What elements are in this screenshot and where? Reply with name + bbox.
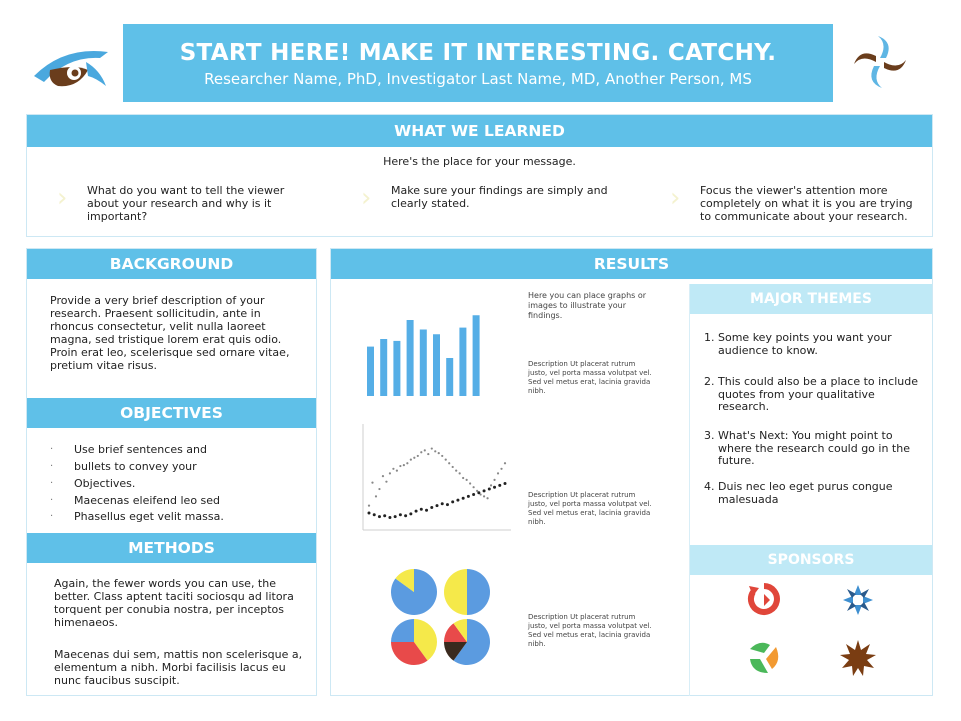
- scatter-point: [410, 459, 412, 461]
- scatter-point: [472, 493, 475, 496]
- scatter-point: [420, 508, 423, 511]
- scatter-point: [459, 472, 461, 474]
- scatter-point: [441, 502, 444, 505]
- scatter-point: [448, 462, 450, 464]
- methods-heading: METHODS: [27, 533, 316, 563]
- scatter-point: [446, 503, 449, 506]
- scatter-point: [436, 504, 439, 507]
- scatter-point: [430, 506, 433, 509]
- scatter-point: [427, 453, 429, 455]
- scatter-point: [441, 455, 443, 457]
- scatter-point: [368, 511, 371, 514]
- scatter-point: [438, 452, 440, 454]
- list-item: · Maecenas eleifend leo sed: [50, 494, 221, 507]
- themes-heading: MAJOR THEMES: [690, 284, 932, 314]
- eye-fish-logo: [30, 40, 110, 100]
- left-column: [26, 248, 317, 696]
- scatter-point: [417, 455, 419, 457]
- list-item: · Phasellus eget velit massa.: [50, 510, 224, 523]
- scatter-point: [425, 509, 428, 512]
- scatter-point: [415, 510, 418, 513]
- scatter-chart: [361, 424, 511, 532]
- bar: [407, 320, 414, 396]
- scatter-point: [375, 495, 377, 497]
- background-heading: BACKGROUND: [27, 249, 316, 279]
- scatter-point: [455, 470, 457, 472]
- scatter-point: [445, 459, 447, 461]
- scatter-point: [399, 465, 401, 467]
- bullet-icon: ·: [50, 511, 54, 522]
- themes-column: [689, 284, 932, 696]
- scatter-point: [424, 449, 426, 451]
- scatter-point: [451, 500, 454, 503]
- scatter-point: [490, 484, 492, 486]
- chevron-right-icon: ›: [361, 183, 372, 213]
- scatter-point: [456, 499, 459, 502]
- pie-slice: [467, 569, 490, 615]
- sponsor-brown-star-logo: [839, 639, 877, 677]
- authors-line: Researcher Name, PhD, Investigator Last Name, MD, Another Person, MS: [204, 70, 752, 88]
- scatter-point: [385, 481, 387, 483]
- list-item: · Objectives.: [50, 477, 136, 490]
- learned-message: Here's the place for your message.: [383, 155, 576, 168]
- title-banner: [123, 24, 833, 102]
- learned-section: [26, 114, 933, 237]
- scatter-point: [368, 505, 370, 507]
- scatter-point: [406, 462, 408, 464]
- list-item: 2. This could also be a place to include quotes from your qualitative research.: [704, 375, 918, 413]
- results-desc-3: Description Ut placerat rutrum justo, vel porta massa volutpat vel. Sed vel metus erat, lacinia gravida nibh.: [528, 613, 652, 648]
- scatter-point: [452, 466, 454, 468]
- list-item: 4. Duis nec leo eget purus congue malesuada: [704, 480, 893, 506]
- bullet-icon: ·: [50, 495, 54, 506]
- scatter-point: [497, 472, 499, 474]
- results-heading: RESULTS: [331, 249, 932, 279]
- scatter-point: [388, 516, 391, 519]
- scatter-point: [403, 464, 405, 466]
- bar: [446, 358, 453, 396]
- sponsor-green-orange-logo: [746, 639, 782, 675]
- scatter-point: [420, 451, 422, 453]
- bar: [459, 328, 466, 396]
- scatter-point: [382, 475, 384, 477]
- scatter-point: [462, 497, 465, 500]
- chevron-right-icon: ›: [57, 183, 68, 213]
- scatter-point: [392, 468, 394, 470]
- bar: [367, 347, 374, 396]
- scatter-point: [399, 513, 402, 516]
- pie-charts: [389, 567, 499, 671]
- methods-para-1: Again, the fewer words you can use, the better. Class aptent taciti sociosqu ad litora torquent per conubia nostra, per inceptos himenaeos.: [54, 577, 294, 629]
- learned-col-2: Make sure your findings are simply and clearly stated.: [391, 184, 608, 210]
- scatter-point: [378, 515, 381, 518]
- scatter-point: [469, 482, 471, 484]
- learned-heading: WHAT WE LEARNED: [27, 115, 932, 147]
- bar: [393, 341, 400, 396]
- poster-title: START HERE! MAKE IT INTERESTING. CATCHY.: [179, 40, 777, 66]
- sponsor-red-arrow-logo: [747, 582, 781, 616]
- bullet-icon: ·: [50, 478, 54, 489]
- scatter-point: [504, 462, 506, 464]
- pie-slice: [444, 569, 467, 615]
- scatter-point: [483, 495, 485, 497]
- scatter-point: [396, 470, 398, 472]
- chevron-right-icon: ›: [670, 183, 681, 213]
- bullet-icon: ·: [50, 444, 54, 455]
- objectives-list: [50, 443, 300, 526]
- list-item: · bullets to convey your: [50, 460, 197, 473]
- list-item: 3. What's Next: You might point to where the research could go in the future.: [704, 429, 910, 467]
- scatter-point: [477, 491, 480, 494]
- objectives-heading: OBJECTIVES: [27, 398, 316, 428]
- bar: [473, 315, 480, 396]
- scatter-point: [493, 479, 495, 481]
- scatter-point: [500, 468, 502, 470]
- scatter-point: [404, 514, 407, 517]
- scatter-point: [431, 447, 433, 449]
- scatter-point: [394, 515, 397, 518]
- scatter-point: [413, 457, 415, 459]
- scatter-point: [409, 512, 412, 515]
- scatter-point: [473, 486, 475, 488]
- scatter-point: [498, 484, 501, 487]
- results-desc-2: Description Ut placerat rutrum justo, vel porta massa volutpat vel. Sed vel metus erat, lacinia gravida nibh.: [528, 491, 652, 526]
- bar: [380, 339, 387, 396]
- swirl-logo: [850, 32, 910, 92]
- background-text: Provide a very brief description of your research. Praesent sollicitudin, ante in rhoncus consectetur, velit nulla laoreet magna, sed tristique lorem erat quis odio. Proin erat leo, scelerisque sed ornare vitae, pretium vitae risus.: [50, 294, 290, 372]
- scatter-point: [504, 482, 507, 485]
- pie-slice: [391, 619, 414, 642]
- scatter-point: [466, 479, 468, 481]
- list-item: · Use brief sentences and: [50, 443, 208, 456]
- learned-col-3: Focus the viewer's attention more completely on what it is you are trying to communicate about your research.: [700, 184, 913, 223]
- bar: [433, 334, 440, 396]
- scatter-point: [483, 489, 486, 492]
- sponsor-blue-flower-logo: [841, 583, 875, 617]
- scatter-point: [383, 514, 386, 517]
- scatter-point: [378, 488, 380, 490]
- scatter-point: [389, 472, 391, 474]
- bar: [420, 330, 427, 397]
- bar-chart: [361, 299, 501, 399]
- bullet-icon: ·: [50, 461, 54, 472]
- learned-col-1: What do you want to tell the viewer about your research and why is it important?: [87, 184, 285, 223]
- sponsors-heading: SPONSORS: [690, 545, 932, 575]
- scatter-point: [467, 495, 470, 498]
- themes-list: [704, 332, 926, 506]
- scatter-point: [462, 477, 464, 479]
- scatter-point: [373, 513, 376, 516]
- methods-para-2: Maecenas dui sem, mattis non scelerisque a, elementum a nibh. Morbi facilisis lacus eu nunc faucibus suscipit.: [54, 648, 303, 687]
- scatter-point: [488, 488, 491, 491]
- scatter-point: [371, 482, 373, 484]
- scatter-point: [434, 450, 436, 452]
- list-item: 1. Some key points you want your audience to know.: [704, 331, 892, 357]
- scatter-point: [493, 486, 496, 489]
- results-intro: Here you can place graphs or images to illustrate your findings.: [528, 291, 647, 320]
- scatter-point: [486, 497, 488, 499]
- results-desc-1: Description Ut placerat rutrum justo, vel porta massa volutpat vel. Sed vel metus erat, lacinia gravida nibh.: [528, 360, 652, 395]
